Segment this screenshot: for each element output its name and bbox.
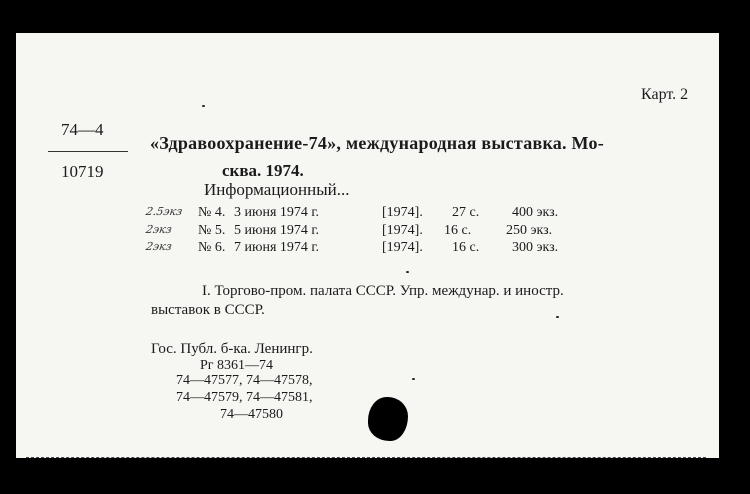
issue-date: 3 июня 1974 г.: [234, 205, 320, 220]
subject-note-line-2: выставок в СССР.: [151, 302, 265, 318]
issue-year: [1974].: [382, 223, 423, 238]
holdings-shelfmark: Рг 8361—74: [200, 358, 274, 373]
speck: [406, 271, 409, 273]
speck: [202, 105, 205, 107]
issue-pages: 16 с.: [452, 240, 480, 255]
classification-bottom: 10719: [61, 162, 104, 181]
title-line-2: сква. 1974.: [222, 161, 304, 180]
speck: [412, 378, 415, 380]
handwritten-note: 2экз: [144, 223, 173, 236]
issue-date: 5 июня 1974 г.: [234, 223, 320, 238]
title-line-1: «Здравоохранение-74», международная выставка. Мо-: [150, 133, 605, 153]
classification-divider: [48, 151, 128, 152]
card-bottom-edge: [26, 457, 706, 459]
subtitle: Информационный...: [204, 180, 350, 199]
issue-number: № 6.: [198, 240, 226, 255]
subject-note-line-1: I. Торгово-пром. палата СССР. Упр. междунар. и иностр.: [202, 283, 564, 299]
issue-number: № 4.: [198, 205, 226, 220]
holdings-numbers-3: 74—47580: [220, 407, 283, 422]
issue-pages: 16 с.: [444, 223, 472, 238]
issue-year: [1974].: [382, 240, 423, 255]
issue-number: № 5.: [198, 223, 226, 238]
catalog-card: [16, 33, 719, 458]
issue-pages: 27 с.: [452, 205, 480, 220]
holdings-numbers-2: 74—47579, 74—47581,: [176, 390, 313, 405]
handwritten-note: 2.5экз: [144, 205, 184, 218]
holdings-numbers-1: 74—47577, 74—47578,: [176, 373, 313, 388]
issue-copies: 400 экз.: [512, 205, 559, 220]
speck: [556, 316, 559, 318]
handwritten-note: 2экз: [144, 240, 173, 253]
card-number: Карт. 2: [641, 86, 689, 103]
issue-year: [1974].: [382, 205, 423, 220]
issue-date: 7 июня 1974 г.: [234, 240, 320, 255]
holdings-library: Гос. Публ. б-ка. Ленингр.: [151, 341, 313, 357]
classification-top: 74—4: [61, 120, 104, 139]
issue-copies: 250 экз.: [506, 223, 553, 238]
ink-blot: [368, 397, 408, 441]
issue-copies: 300 экз.: [512, 240, 559, 255]
